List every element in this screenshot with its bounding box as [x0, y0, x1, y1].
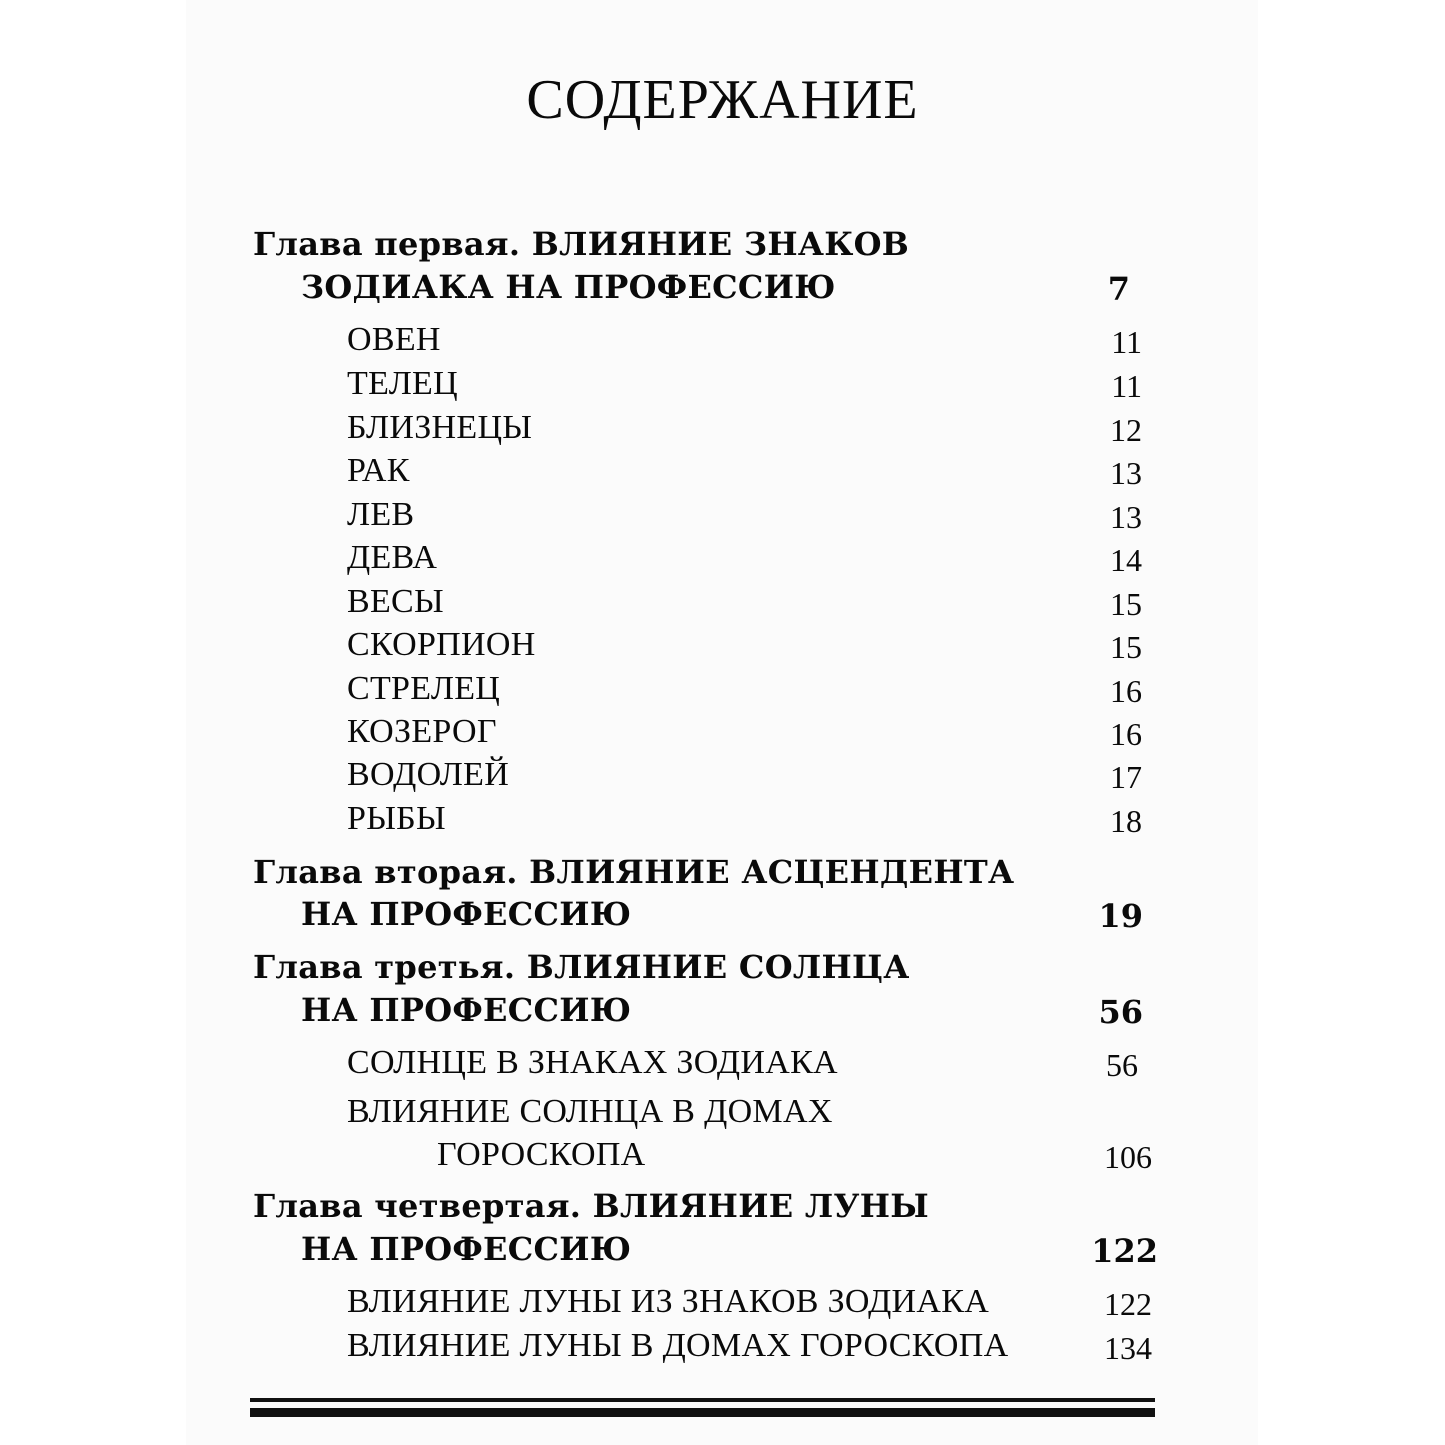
chapter-3-page: 56 — [1098, 993, 1143, 1031]
toc-item-page: 13 — [1110, 499, 1142, 535]
toc-item-page: 17 — [1110, 759, 1142, 795]
toc-item-page: 12 — [1110, 412, 1142, 448]
toc-item-label: РЫБЫ — [347, 800, 446, 837]
toc-item-label: РАК — [347, 452, 410, 489]
toc-item-label: БЛИЗНЕЦЫ — [347, 409, 533, 446]
toc-item-label: ВЕСЫ — [347, 583, 444, 620]
chapter-4-page: 122 — [1091, 1232, 1158, 1270]
toc-item-page: 56 — [1106, 1047, 1138, 1083]
toc-item-page: 134 — [1104, 1330, 1152, 1366]
toc-item-page: 14 — [1110, 542, 1142, 578]
toc-item-page: 15 — [1110, 629, 1142, 665]
chapter-2-page: 19 — [1098, 897, 1143, 935]
toc-item-page: 13 — [1110, 455, 1142, 491]
toc-item-label: ВЛИЯНИЕ ЛУНЫ ИЗ ЗНАКОВ ЗОДИАКА — [347, 1283, 990, 1320]
page-title: СОДЕРЖАНИЕ — [526, 69, 919, 131]
toc-item-page: 122 — [1104, 1286, 1152, 1322]
footer-rule-thin — [250, 1398, 1155, 1402]
toc-item-label: ОВЕН — [347, 321, 441, 358]
toc-item-label: СОЛНЦЕ В ЗНАКАХ ЗОДИАКА — [347, 1044, 838, 1081]
chapter-4-title-line1: Глава четвертая. ВЛИЯНИЕ ЛУНЫ — [253, 1187, 930, 1225]
chapter-3-title-line1: Глава третья. ВЛИЯНИЕ СОЛНЦА — [253, 948, 910, 986]
chapter-2-title-line2: НА ПРОФЕССИЮ — [301, 895, 632, 933]
footer-rule-thick — [250, 1408, 1155, 1417]
toc-item-page: 11 — [1111, 324, 1142, 360]
toc-item-page: 16 — [1110, 716, 1142, 752]
toc-item-label: ВОДОЛЕЙ — [347, 756, 510, 793]
toc-item-label: ВЛИЯНИЕ СОЛНЦА В ДОМАХ — [347, 1093, 833, 1130]
toc-item-label: КОЗЕРОГ — [347, 713, 497, 750]
toc-item-page: 18 — [1110, 803, 1142, 839]
toc-item-label: СКОРПИОН — [347, 626, 536, 663]
chapter-3-title-line2: НА ПРОФЕССИЮ — [301, 991, 632, 1029]
toc-item-label: ЛЕВ — [347, 496, 415, 533]
toc-item-label: ДЕВА — [347, 539, 438, 576]
toc-item-page: 15 — [1110, 586, 1142, 622]
toc-item-label: СТРЕЛЕЦ — [347, 670, 501, 707]
toc-item-page: 106 — [1104, 1139, 1152, 1175]
chapter-1-page: 7 — [1107, 270, 1130, 308]
chapter-4-title-line2: НА ПРОФЕССИЮ — [301, 1230, 632, 1268]
chapter-1-title-line2: ЗОДИАКА НА ПРОФЕССИЮ — [301, 268, 836, 306]
toc-item-page: 16 — [1110, 673, 1142, 709]
chapter-1-title-line1: Глава первая. ВЛИЯНИЕ ЗНАКОВ — [253, 225, 910, 263]
toc-item-label: ТЕЛЕЦ — [347, 365, 458, 402]
toc-item-label-continued: ГОРОСКОПА — [437, 1136, 646, 1173]
toc-item-label: ВЛИЯНИЕ ЛУНЫ В ДОМАХ ГОРОСКОПА — [347, 1327, 1009, 1364]
toc-item-page: 11 — [1111, 368, 1142, 404]
chapter-2-title-line1: Глава вторая. ВЛИЯНИЕ АСЦЕНДЕНТА — [253, 853, 1015, 891]
